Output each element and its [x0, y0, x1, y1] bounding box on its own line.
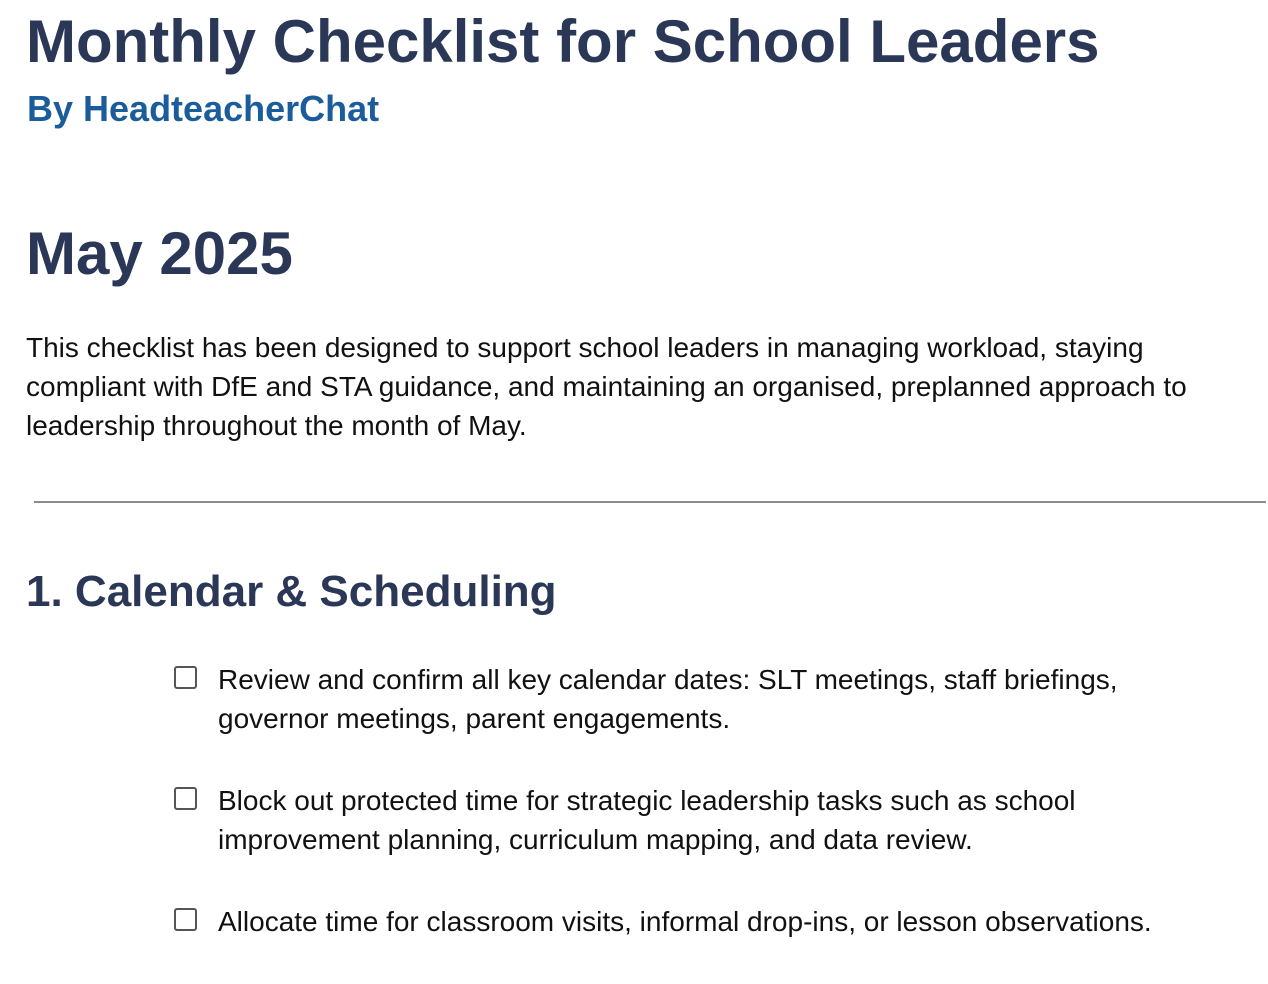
checkbox-empty-icon[interactable]: [174, 666, 197, 689]
section-heading-calendar: 1. Calendar & Scheduling: [26, 567, 557, 616]
page-title: Monthly Checklist for School Leaders: [26, 8, 1100, 75]
divider: [34, 501, 1266, 503]
checklist-item-text: Allocate time for classroom visits, informal drop-ins, or lesson observations.: [218, 906, 1152, 937]
checkbox-empty-icon[interactable]: [174, 908, 197, 931]
checklist-item: [174, 660, 1234, 738]
checklist-item-text: Review and confirm all key calendar dates: SLT meetings, staff briefings, governor meetings, parent engagements.: [218, 664, 1118, 734]
checklist-item-text: Block out protected time for strategic leadership tasks such as school improvement planning, curriculum mapping, and data review.: [218, 785, 1076, 855]
checklist: [174, 660, 1234, 984]
checkbox-empty-icon[interactable]: [174, 787, 197, 810]
byline: By HeadteacherChat: [27, 88, 380, 129]
checklist-item: [174, 781, 1234, 859]
checklist-item: [174, 902, 1234, 941]
intro-paragraph: This checklist has been designed to support school leaders in managing workload, staying compliant with DfE and STA guidance, and maintaining an organised, preplanned approach to leadership throughout the month of May.: [26, 332, 1187, 441]
month-heading: May 2025: [26, 220, 293, 287]
